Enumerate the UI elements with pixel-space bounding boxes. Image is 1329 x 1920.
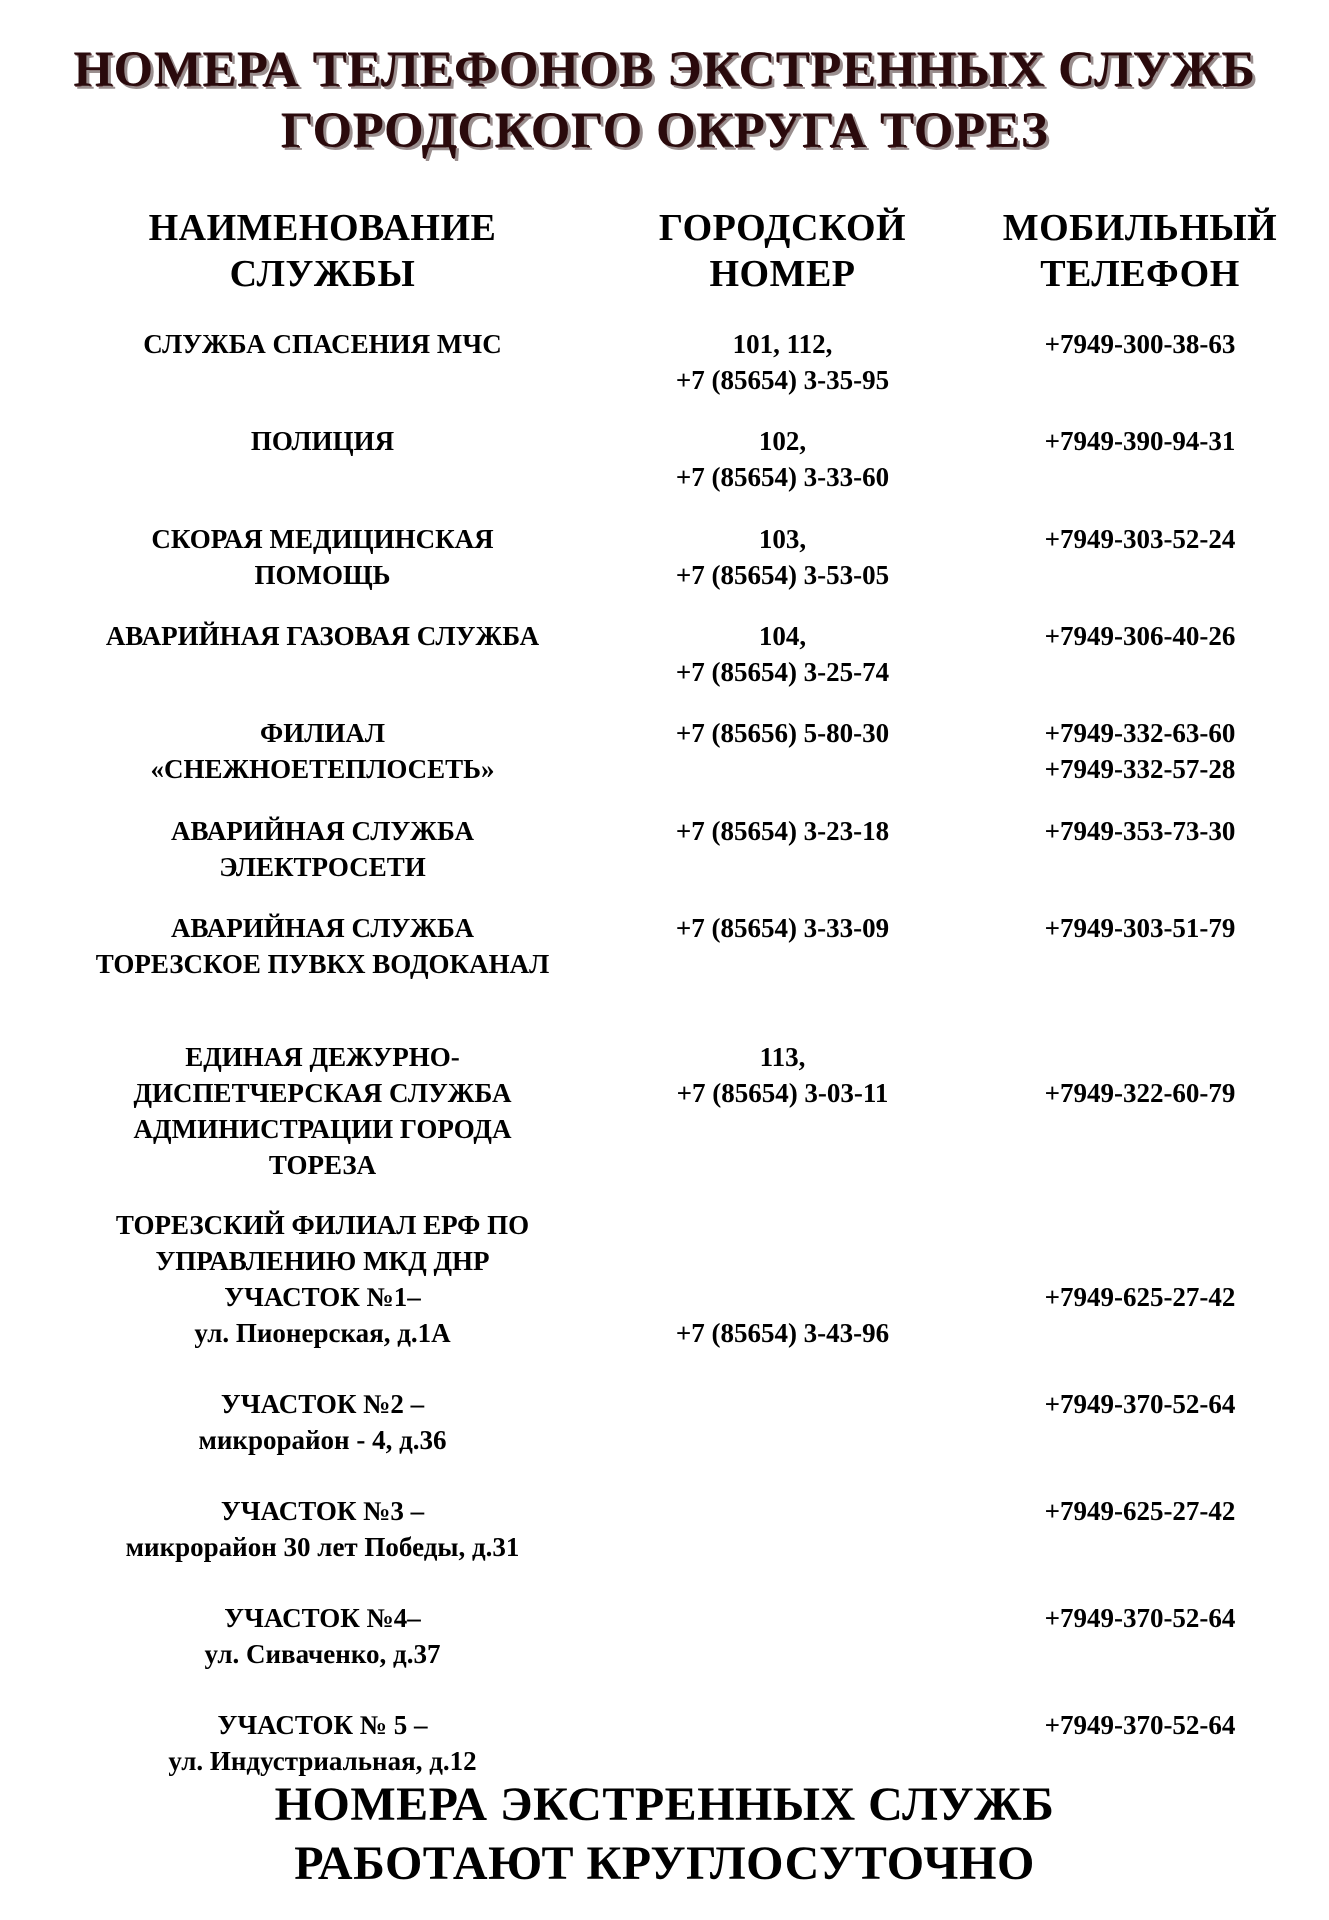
city-number: +7 (85654) 3-23-18 [675, 816, 890, 846]
mobile-number: +7949-332-63-60 +7949-332-57-28 [1044, 718, 1236, 784]
header-mobile-phone: МОБИЛЬНЫЙ ТЕЛЕФОН [1002, 207, 1278, 295]
city-number: +7 (85656) 5-80-30 [675, 718, 890, 748]
service-name: АВАРИЙНАЯ ГАЗОВАЯ СЛУЖБА [105, 621, 540, 651]
mobile-number: +7949-306-40-26 [1044, 621, 1236, 651]
footer-line-2: РАБОТАЮТ КРУГЛОСУТОЧНО [294, 1837, 1035, 1890]
service-name: УЧАСТОК №2 – микрорайон - 4, д.36 [198, 1389, 447, 1455]
city-number: +7 (85654) 3-43-96 [675, 1318, 890, 1348]
service-name: АВАРИЙНАЯ СЛУЖБА ТОРЕЗСКОЕ ПУВКХ ВОДОКАНАЛ [95, 913, 550, 979]
mobile-number: +7949-353-73-30 [1044, 816, 1236, 846]
mobile-number: +7949-300-38-63 [1044, 329, 1236, 359]
mobile-number: +7949-322-60-79 [1044, 1078, 1236, 1108]
city-number: 101, 112, +7 (85654) 3-35-95 [675, 329, 890, 395]
service-name: ПОЛИЦИЯ [250, 426, 395, 456]
service-name: СЛУЖБА СПАСЕНИЯ МЧС [143, 329, 502, 359]
footer-line-1: НОМЕРА ЭКСТРЕННЫХ СЛУЖБ [274, 1778, 1055, 1831]
mobile-number: +7949-303-52-24 [1044, 524, 1236, 554]
city-number: +7 (85654) 3-33-09 [675, 913, 890, 943]
header-city-number: ГОРОДСКОЙ НОМЕР [658, 207, 907, 295]
mobile-number: +7949-625-27-42 [1044, 1282, 1236, 1312]
mobile-number: +7949-370-52-64 [1044, 1710, 1236, 1740]
page-title-line-1: НОМЕРА ТЕЛЕФОНОВ ЭКСТРЕННЫХ СЛУЖБ [73, 42, 1256, 98]
service-name: УЧАСТОК №4– ул. Сиваченко, д.37 [204, 1603, 441, 1669]
service-name: УЧАСТОК № 5 – ул. Индустриальная, д.12 [168, 1710, 477, 1776]
service-name: ТОРЕЗСКИЙ ФИЛИАЛ ЕРФ ПО УПРАВЛЕНИЮ МКД ДНР УЧАСТОК №1– ул. Пионерская, д.1А [115, 1210, 530, 1348]
header-service-name: НАИМЕНОВАНИЕ СЛУЖБЫ [148, 207, 497, 295]
city-number: 104, +7 (85654) 3-25-74 [675, 621, 890, 687]
mobile-number: +7949-390-94-31 [1044, 426, 1236, 456]
page-title-line-2: ГОРОДСКОГО ОКРУГА ТОРЕЗ [280, 103, 1049, 159]
service-name: ФИЛИАЛ «СНЕЖНОЕТЕПЛОСЕТЬ» [150, 718, 495, 784]
service-name: СКОРАЯ МЕДИЦИНСКАЯ ПОМОЩЬ [151, 524, 494, 590]
mobile-number: +7949-370-52-64 [1044, 1603, 1236, 1633]
city-number: 102, +7 (85654) 3-33-60 [675, 426, 890, 492]
mobile-number: +7949-303-51-79 [1044, 913, 1236, 943]
service-name: УЧАСТОК №3 – микрорайон 30 лет Победы, д.31 [125, 1496, 520, 1562]
service-name: АВАРИЙНАЯ СЛУЖБА ЭЛЕКТРОСЕТИ [171, 816, 474, 882]
city-number: 103, +7 (85654) 3-53-05 [675, 524, 890, 590]
mobile-number: +7949-625-27-42 [1044, 1496, 1236, 1526]
city-number: 113, +7 (85654) 3-03-11 [676, 1042, 889, 1108]
mobile-number: +7949-370-52-64 [1044, 1389, 1236, 1419]
service-name: ЕДИНАЯ ДЕЖУРНО- ДИСПЕТЧЕРСКАЯ СЛУЖБА АДМИНИСТРАЦИИ ГОРОДА ТОРЕЗА [133, 1042, 512, 1180]
